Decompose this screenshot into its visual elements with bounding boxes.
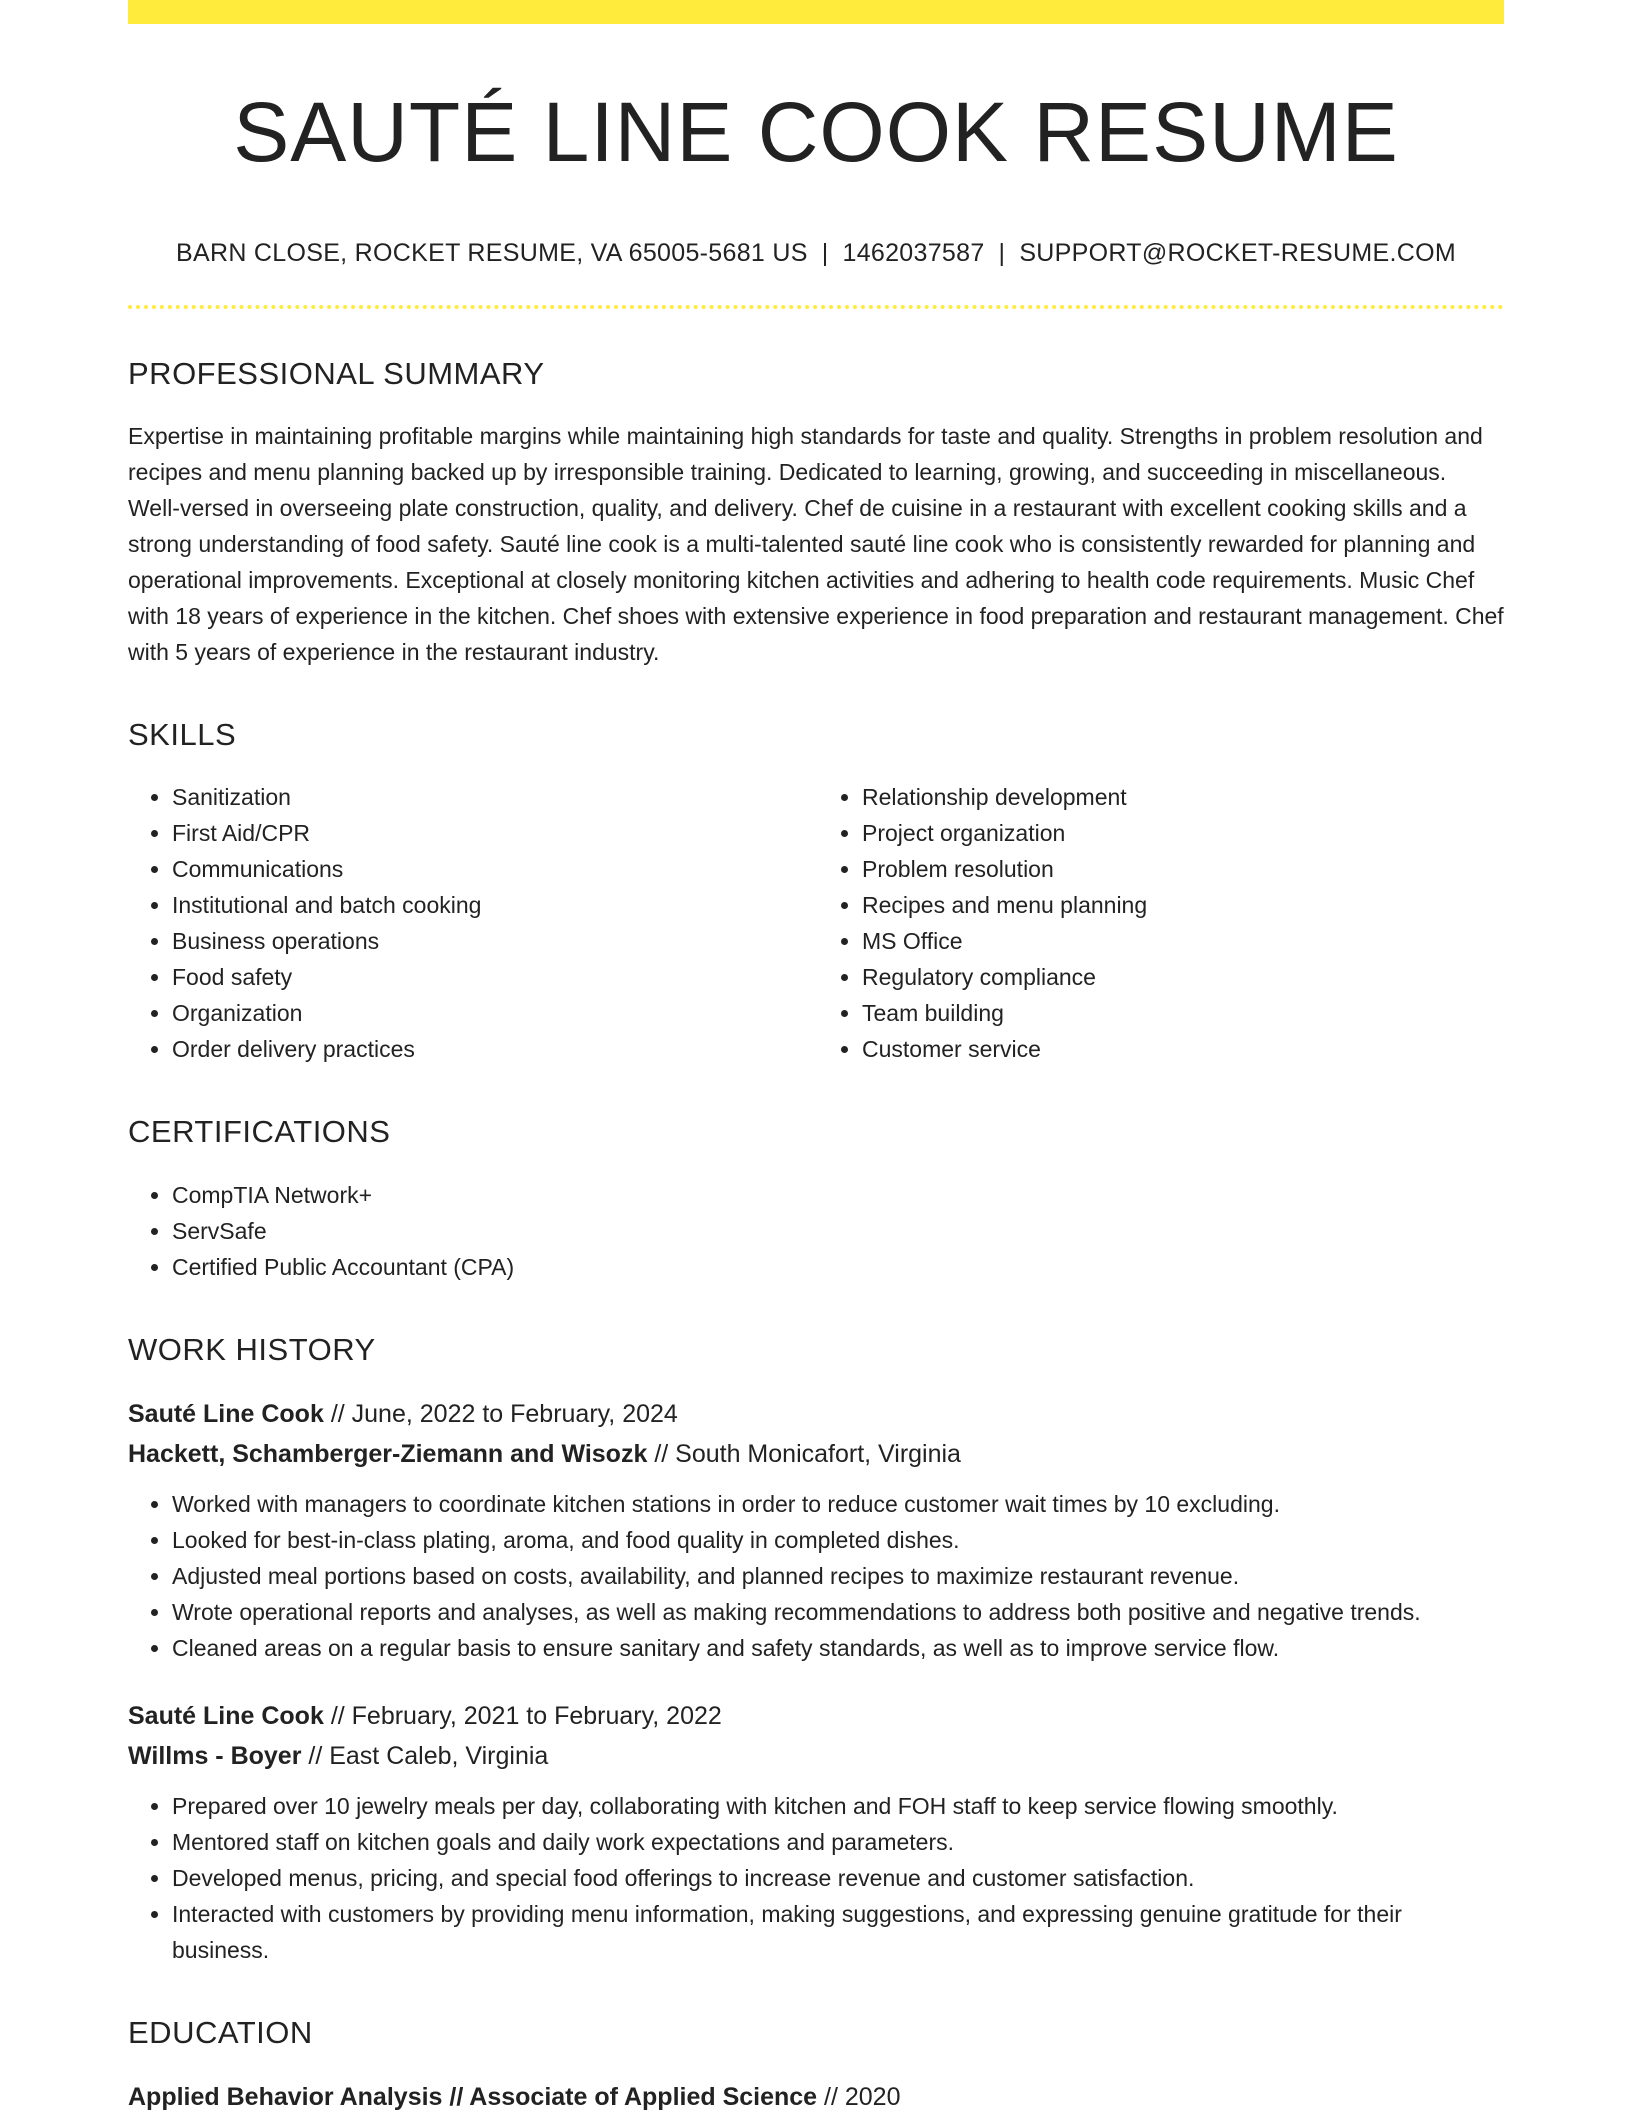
skill-item: • Customer service xyxy=(862,1031,1504,1067)
job-bullet: • Interacted with customers by providing menu information, making suggestions, and expressing genuine gratitude for their business. xyxy=(172,1896,1504,1968)
job-bullet: • Mentored staff on kitchen goals and daily work expectations and parameters. xyxy=(172,1824,1504,1860)
education-line xyxy=(128,2077,1504,2117)
skill-item: • Project organization xyxy=(862,815,1504,851)
summary-text: Expertise in maintaining profitable margins while maintaining high standards for taste and quality. Strengths in problem resolution and recipes and menu planning backed up by irresponsible training. Dedicated to learning, growing, and succeeding in miscellaneous. Well-versed in overseeing plate construction, quality, and delivery. Chef de cuisine in a restaurant with excellent cooking skills and a strong understanding of food safety. Sauté line cook is a multi-talented sauté line cook who is consistently rewarded for planning and operational improvements. Exceptional at closely monitoring kitchen activities and adhering to health code requirements. Music Chef with 18 years of experience in the kitchen. Chef shoes with extensive experience in food preparation and restaurant management. Chef with 5 years of experience in the restaurant industry. xyxy=(128,423,1504,666)
skill-item: • Team building xyxy=(862,995,1504,1031)
certification-item: • CompTIA Network+ xyxy=(172,1177,1504,1213)
skill-item: • Institutional and batch cooking xyxy=(172,887,814,923)
job-role: Sauté Line Cook xyxy=(128,1399,324,1428)
resume-content xyxy=(128,24,1504,2117)
job-company: Hackett, Schamberger-Ziemann and Wisozk xyxy=(128,1439,648,1468)
certifications-list xyxy=(128,1177,1504,1285)
certification-item: • ServSafe xyxy=(172,1213,1504,1249)
certification-item: • Certified Public Accountant (CPA) xyxy=(172,1249,1504,1285)
top-accent-bar xyxy=(128,0,1504,24)
skills-list-right xyxy=(814,779,1504,1067)
job-bullet: • Worked with managers to coordinate kitchen stations in order to reduce customer wait times by 10 excluding. xyxy=(172,1486,1504,1522)
summary-heading: PROFESSIONAL SUMMARY xyxy=(128,356,545,392)
job-bullet: • Adjusted meal portions based on costs, availability, and planned recipes to maximize restaurant revenue. xyxy=(172,1558,1504,1594)
skill-item: • Relationship development xyxy=(862,779,1504,815)
job-bullet: • Developed menus, pricing, and special food offerings to increase revenue and customer satisfaction. xyxy=(172,1860,1504,1896)
job-bullet: • Cleaned areas on a regular basis to ensure sanitary and safety standards, as well as to improve service flow. xyxy=(172,1630,1504,1666)
skill-item: • Communications xyxy=(172,851,814,887)
job-entry xyxy=(128,1394,1504,1666)
contact-phone: 1462037587 xyxy=(842,238,985,267)
education-degree: Applied Behavior Analysis // Associate of Applied Science xyxy=(128,2083,818,2112)
skill-item: • Regulatory compliance xyxy=(862,959,1504,995)
skill-item: • Recipes and menu planning xyxy=(862,887,1504,923)
skills-list-left xyxy=(128,779,814,1067)
skill-item: • Organization xyxy=(172,995,814,1031)
skills-columns xyxy=(128,779,1504,1067)
job-dates: // February, 2021 to February, 2022 xyxy=(323,1701,722,1730)
job-title-line xyxy=(128,1696,1504,1736)
job-company-line xyxy=(128,1736,1504,1776)
contact-line xyxy=(128,237,1504,270)
contact-address: BARN CLOSE, ROCKET RESUME, VA 65005-5681 US xyxy=(176,238,808,267)
contact-separator: | xyxy=(821,238,829,267)
job-bullet: • Prepared over 10 jewelry meals per day, collaborating with kitchen and FOH staff to keep service flowing smoothly. xyxy=(172,1788,1504,1824)
contact-separator: | xyxy=(998,238,1006,267)
skill-item: • Sanitization xyxy=(172,779,814,815)
certifications-heading: CERTIFICATIONS xyxy=(128,1114,391,1150)
work-history-heading: WORK HISTORY xyxy=(128,1331,376,1367)
job-dates: // June, 2022 to February, 2024 xyxy=(323,1399,678,1428)
job-bullet: • Wrote operational reports and analyses, as well as making recommendations to address both positive and negative trends. xyxy=(172,1594,1504,1630)
skill-item: • Food safety xyxy=(172,959,814,995)
job-role: Sauté Line Cook xyxy=(128,1701,324,1730)
contact-email: SUPPORT@ROCKET-RESUME.COM xyxy=(1019,238,1456,267)
education-heading: EDUCATION xyxy=(128,2014,313,2050)
job-company: Willms - Boyer xyxy=(128,1741,302,1770)
dotted-divider xyxy=(128,305,1504,309)
job-entry xyxy=(128,1696,1504,1968)
skill-item: • Order delivery practices xyxy=(172,1031,814,1067)
job-bullets xyxy=(128,1486,1504,1666)
skill-item: • First Aid/CPR xyxy=(172,815,814,851)
skills-heading: SKILLS xyxy=(128,717,237,753)
education-year: // 2020 xyxy=(817,2083,901,2112)
skill-item: • Problem resolution xyxy=(862,851,1504,887)
job-location: // East Caleb, Virginia xyxy=(301,1741,549,1770)
job-location: // South Monicafort, Virginia xyxy=(647,1439,961,1468)
resume-title: SAUTÉ LINE COOK RESUME xyxy=(233,85,1399,179)
job-company-line xyxy=(128,1434,1504,1474)
skill-item: • MS Office xyxy=(862,923,1504,959)
job-bullet: • Looked for best-in-class plating, aroma, and food quality in completed dishes. xyxy=(172,1522,1504,1558)
skill-item: • Business operations xyxy=(172,923,814,959)
job-title-line xyxy=(128,1394,1504,1434)
job-bullets xyxy=(128,1788,1504,1968)
